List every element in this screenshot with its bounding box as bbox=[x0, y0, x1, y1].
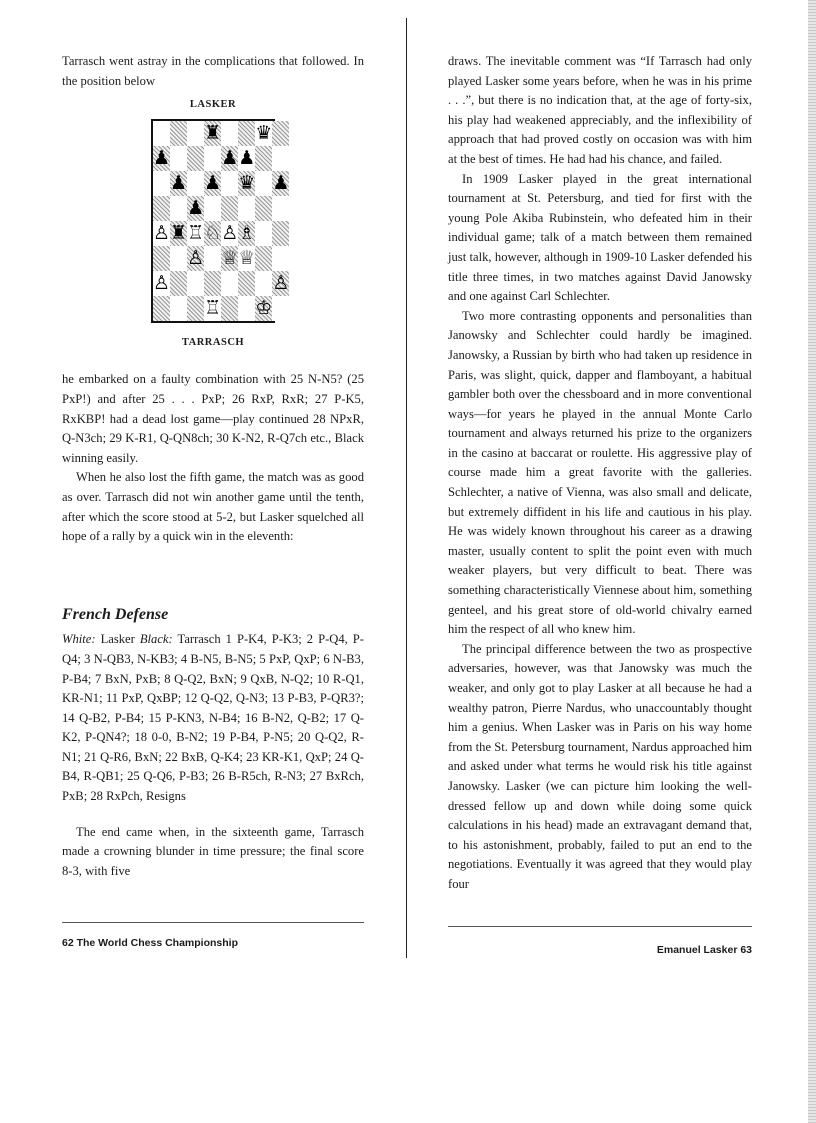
chess-piece-square: ♕ bbox=[238, 247, 256, 269]
chess-square bbox=[187, 146, 204, 171]
left-page-column bbox=[62, 52, 364, 881]
chess-square bbox=[170, 146, 187, 171]
chess-piece-square: ♟ bbox=[272, 172, 290, 194]
chess-square bbox=[238, 296, 255, 321]
chess-piece-square: ♟ bbox=[170, 172, 188, 194]
chess-square bbox=[187, 271, 204, 296]
chess-piece-square: ♙ bbox=[221, 222, 239, 244]
difference-paragraph: The principal difference between the two as prospective adversaries, however, was that Janowsky was much the weaker, and only got to play Lasker at all because he had a wealthy patron, Pierre Nardus, who unaccountably thought him a genius. When Lasker was in Paris on his way home from the St. Petersburg tournament, Nardus approached him and asked under what terms he would risk his title against Janowsky. Lasker (we can picture him looking the well-dressed fellow up and down while doing some quick calculations in his head) made an extravagant demand that, to his astonishment, probably, failed to put an end to the negotiations. Eventually it was agreed that they would play four bbox=[448, 641, 752, 891]
chess-piece-square: ♙ bbox=[153, 222, 171, 244]
chess-square bbox=[170, 121, 187, 146]
draws-paragraph: draws. The inevitable comment was “If Tarrasch had only played Lasker some years before, when he was in his prime . . .”, but there is no indication that, at the age of forty-six, his play had weakened appreciably, and the inflexibility of approach that had proved costly on occasion was with him at the best of times. He had had his chance, and failed. bbox=[448, 54, 752, 166]
right-page-column bbox=[448, 52, 752, 895]
petersburg-paragraph: In 1909 Lasker played in the great international tournament at St. Petersburg, and tied for first with the young Pole Akiba Rubinstein, who defeated him in their individual game; talk of a match between them remained just talk, however, although in 1909-10 Lasker defended his title three times, in two matches against David Janowsky and one against Carl Schlechter. bbox=[448, 171, 752, 304]
chess-square bbox=[272, 196, 289, 221]
chess-piece-square: ♛ bbox=[238, 172, 256, 194]
intro-paragraph: Tarrasch went astray in the complications that followed. In the position below bbox=[62, 54, 364, 88]
diagram-bottom-label: TARRASCH bbox=[181, 336, 245, 348]
chess-square bbox=[153, 296, 170, 321]
chess-piece-square: ♟ bbox=[187, 197, 205, 219]
diagram-top-label: LASKER bbox=[189, 99, 237, 111]
chess-piece-square: ♜ bbox=[204, 122, 222, 144]
left-page-footer: 62 The World Chess Championship bbox=[62, 937, 238, 949]
chess-square bbox=[204, 146, 221, 171]
chess-diagram bbox=[151, 119, 290, 323]
chess-piece-square: ♕ bbox=[221, 247, 239, 269]
chess-square bbox=[255, 171, 272, 196]
fifth-game-paragraph: When he also lost the fifth game, the match was as good as over. Tarrasch did not win another game until the tenth, after which the score stood at 5-2, but Lasker squelched all hope of a rally by a quick win in the eleventh: bbox=[62, 470, 364, 544]
chess-square bbox=[153, 196, 170, 221]
chess-square bbox=[153, 171, 170, 196]
chess-square bbox=[204, 196, 221, 221]
chess-piece-square: ♖ bbox=[204, 297, 222, 319]
chess-piece-square: ♟ bbox=[204, 172, 222, 194]
white-label: White: bbox=[62, 632, 96, 647]
chess-square bbox=[272, 296, 289, 321]
chess-square bbox=[221, 171, 238, 196]
chess-piece-square: ♙ bbox=[153, 272, 171, 294]
chess-piece-square: ♔ bbox=[255, 297, 273, 319]
chess-square bbox=[187, 171, 204, 196]
chess-piece-square: ♗ bbox=[238, 222, 256, 244]
chess-square bbox=[255, 221, 272, 246]
right-page-footer: Emanuel Lasker 63 bbox=[656, 944, 752, 956]
chess-square bbox=[221, 271, 238, 296]
section-title: French Defense bbox=[62, 605, 169, 623]
chess-square bbox=[272, 121, 289, 146]
chess-square bbox=[255, 196, 272, 221]
move-list: Tarrasch 1 P-K4, P-K3; 2 P-Q4, P-Q4; 3 N-QB3, N-KB3; 4 B-N5, B-N5; 5 PxP, QxP; 6 N-B3, P-B4; 7 BxN, PxB; 8 Q-Q2, BxN; 9 QxB, N-Q2; 10 R-Q1, KR-N1; 11 PxP, QxBP; 12 Q-Q2, Q-N3; 13 P-B3, P-QR3?; 14 Q-B2, P-B4; 15 P-KN3, N-B4; 16 B-N2, Q-B2; 17 Q-K2, P-QN4?; 18 0-0, B-N2; 19 P-B4, P-N5; 20 Q-Q2, R-N1; 21 Q-R6, BxN; 22 BxB, Q-K4; 23 KR-K1, QxP; 24 Q-B4, R-QB1; 25 Q-Q6, P-B3; 26 B-R5ch, R-N3; 27 BxRch, PxB; 28 RxPch, Resigns bbox=[62, 632, 364, 804]
chess-square bbox=[255, 246, 272, 271]
chess-piece-square: ♟ bbox=[238, 147, 256, 169]
chess-square bbox=[255, 271, 272, 296]
chess-square bbox=[272, 246, 289, 271]
chess-square bbox=[221, 121, 238, 146]
chess-piece-square: ♟ bbox=[153, 147, 171, 169]
chess-square bbox=[170, 296, 187, 321]
chess-square bbox=[255, 146, 272, 171]
chess-square bbox=[170, 271, 187, 296]
chess-square bbox=[238, 196, 255, 221]
chess-square bbox=[221, 296, 238, 321]
chess-piece-square: ♙ bbox=[272, 272, 290, 294]
chess-square bbox=[238, 121, 255, 146]
chess-square bbox=[170, 196, 187, 221]
combination-paragraph: he embarked on a faulty combination with 25 N-N5? (25 PxP!) and after 25 . . . PxP; 26 RxP, RxR; 27 P-K5, RxKBP! had a dead lost game—play continued 28 NPxR, Q-N3ch; 29 K-R1, Q-QN8ch; 30 K-N2, R-Q7ch etc., Black winning easily. bbox=[62, 372, 364, 465]
chess-piece-square: ♘ bbox=[204, 222, 222, 244]
right-footer-rule bbox=[448, 926, 752, 927]
page-gutter bbox=[406, 18, 407, 958]
chess-square bbox=[238, 271, 255, 296]
white-player: Lasker bbox=[100, 632, 135, 647]
chess-square bbox=[170, 246, 187, 271]
chess-square bbox=[187, 296, 204, 321]
chess-piece-square: ♛ bbox=[255, 122, 273, 144]
chess-square bbox=[204, 246, 221, 271]
chess-square bbox=[153, 121, 170, 146]
chess-square bbox=[272, 146, 289, 171]
chess-square bbox=[153, 246, 170, 271]
chess-piece-square: ♙ bbox=[187, 247, 205, 269]
black-label: Black: bbox=[139, 632, 173, 647]
chess-square bbox=[272, 221, 289, 246]
end-game-paragraph: The end came when, in the sixteenth game, Tarrasch made a crowning blunder in time pressure; the final score 8-3, with five bbox=[62, 824, 364, 878]
chess-square bbox=[187, 121, 204, 146]
chess-piece-square: ♟ bbox=[221, 147, 239, 169]
chess-piece-square: ♜ bbox=[170, 222, 188, 244]
game-moves bbox=[62, 630, 364, 806]
scan-edge bbox=[808, 0, 816, 1123]
chess-square bbox=[204, 271, 221, 296]
left-footer-rule bbox=[62, 922, 364, 923]
chess-square bbox=[221, 196, 238, 221]
chess-piece-square: ♖ bbox=[187, 222, 205, 244]
opponents-paragraph: Two more contrasting opponents and personalities than Janowsky and Schlechter could hardly be imagined. Janowsky, a Russian by birth who had taken up residence in Paris, was slight, quick, dapper and flamboyant, a habitual gambler both over the chessboard and in more conventional ways—for years he played in the annual Monte Carlo tournament and always returned his prize to the organizers in the casino at baccarat or roulette. His aggressive play of course made him a great favorite with the galleries. Schlechter, a native of Vienna, was also small and delicate, but extremely diffident in his life and cautious in his play. He was widely known throughout his career as a drawing master, usually content to split the point even with much weaker players, but very difficult to beat. There was something characteristically Viennese about him, something genteel, and his great store of old-world chivalry earned him the respect of all who knew him. bbox=[448, 308, 752, 637]
